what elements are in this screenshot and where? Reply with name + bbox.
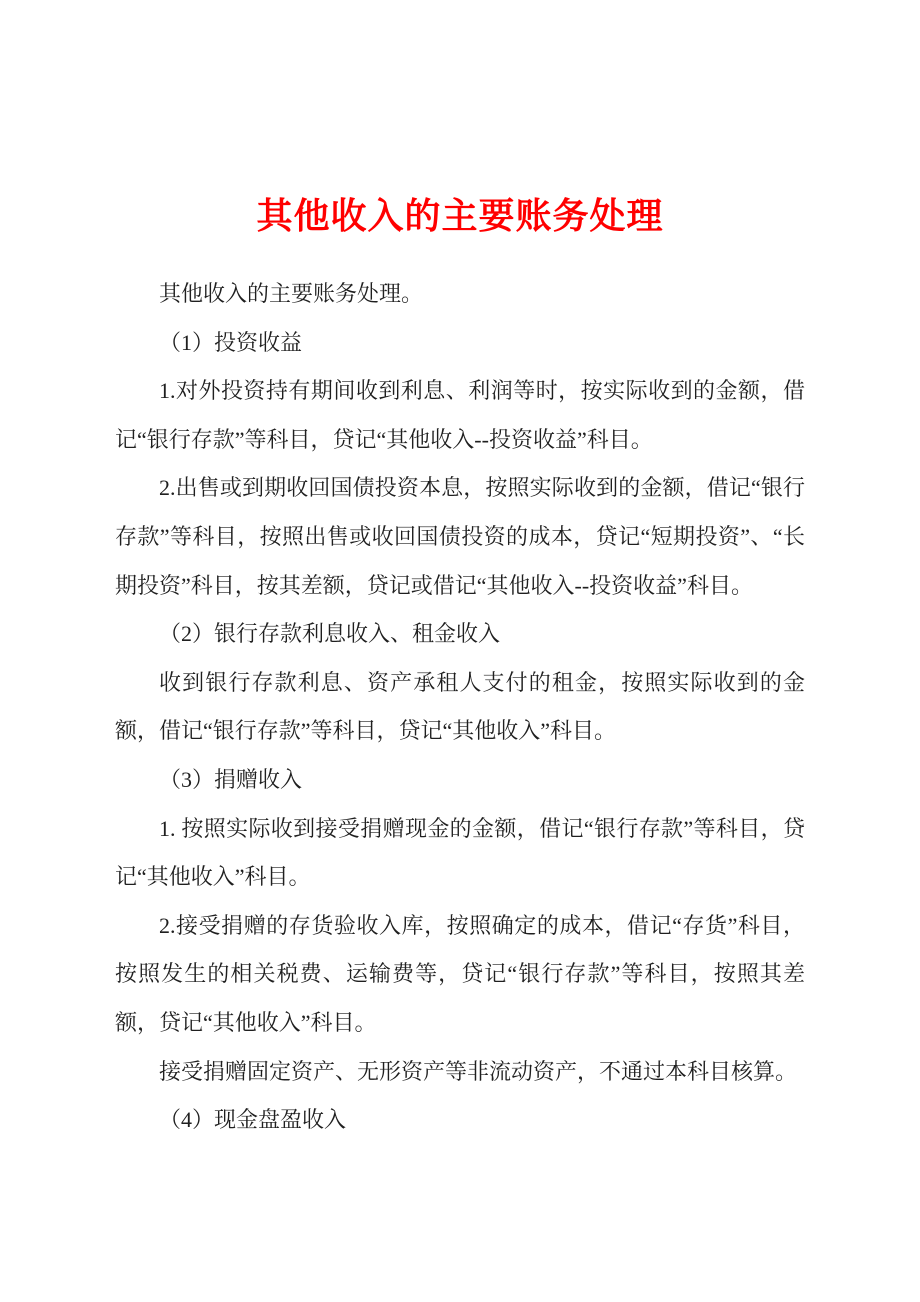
paragraph-intro: 其他收入的主要账务处理。 [159,281,424,306]
paragraph: 1. 按照实际收到接受捐赠现金的金额，借记“银行存款”等科目，贷记“其他收入”科目。 [115,815,805,890]
document-body [115,270,805,1145]
paragraph: 2.出售或到期收回国债投资本息，按照实际收到的金额，借记“银行存款”等科目，按照出售或收回国债投资的成本，贷记“短期投资”、“长期投资”科目，按其差额，贷记或借记“其他收入--投资收益”科目。 [115,475,805,598]
section-label-1: （1）投资收益 [159,329,303,355]
paragraph: 接受捐赠固定资产、无形资产等非流动资产，不通过本科目核算。 [159,1058,798,1084]
paragraph: 1.对外投资持有期间收到利息、利润等时，按实际收到的金额，借记“银行存款”等科目，贷记“其他收入--投资收益”科目。 [115,378,805,452]
document-title: 其他收入的主要账务处理 [256,196,664,236]
paragraph: 2.接受捐赠的存货验收入库，按照确定的成本，借记“存货”科目，按照发生的相关税费、运输费等，贷记“银行存款”等科目，按照其差额，贷记“其他收入”科目。 [115,912,805,1035]
section-label-3: （3）捐赠收入 [159,766,303,792]
section-label-4: （4）现金盘盈收入 [159,1107,347,1133]
section-label-2: （2）银行存款利息收入、租金收入 [159,621,501,647]
paragraph: 收到银行存款利息、资产承租人支付的租金，按照实际收到的金额，借记“银行存款”等科目，贷记“其他收入”科目。 [115,669,805,744]
